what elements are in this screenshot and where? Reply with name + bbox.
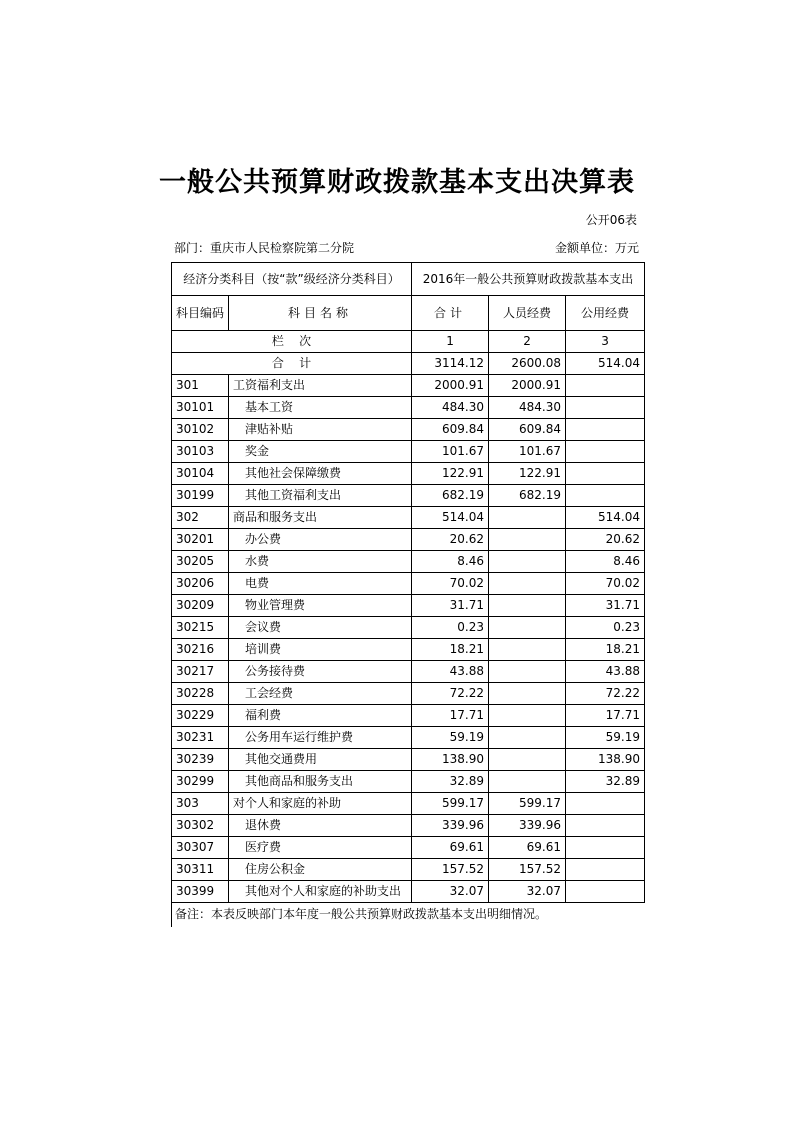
row-public: 8.46 bbox=[566, 551, 645, 573]
row-name: 水费 bbox=[229, 551, 412, 573]
row-code: 30299 bbox=[172, 771, 229, 793]
row-code: 30228 bbox=[172, 683, 229, 705]
row-code: 30104 bbox=[172, 463, 229, 485]
row-name: 办公费 bbox=[229, 529, 412, 551]
table-row bbox=[172, 639, 645, 661]
row-name: 物业管理费 bbox=[229, 595, 412, 617]
row-name: 其他工资福利支出 bbox=[229, 485, 412, 507]
table-row bbox=[172, 661, 645, 683]
row-personnel bbox=[489, 551, 566, 573]
row-code: 30311 bbox=[172, 859, 229, 881]
totals-total: 3114.12 bbox=[412, 353, 489, 375]
table-row bbox=[172, 485, 645, 507]
row-code: 30231 bbox=[172, 727, 229, 749]
row-public: 72.22 bbox=[566, 683, 645, 705]
row-total: 20.62 bbox=[412, 529, 489, 551]
table-row bbox=[172, 551, 645, 573]
row-total: 138.90 bbox=[412, 749, 489, 771]
row-total: 122.91 bbox=[412, 463, 489, 485]
row-personnel bbox=[489, 617, 566, 639]
row-public: 20.62 bbox=[566, 529, 645, 551]
row-name: 其他社会保障缴费 bbox=[229, 463, 412, 485]
table-row bbox=[172, 573, 645, 595]
row-public: 514.04 bbox=[566, 507, 645, 529]
row-name: 奖金 bbox=[229, 441, 412, 463]
row-name: 会议费 bbox=[229, 617, 412, 639]
row-personnel: 609.84 bbox=[489, 419, 566, 441]
row-code: 30307 bbox=[172, 837, 229, 859]
row-personnel: 101.67 bbox=[489, 441, 566, 463]
row-personnel bbox=[489, 595, 566, 617]
column-number-row bbox=[172, 331, 645, 353]
row-public bbox=[566, 485, 645, 507]
row-code: 30199 bbox=[172, 485, 229, 507]
row-total: 682.19 bbox=[412, 485, 489, 507]
column-number-2: 2 bbox=[489, 331, 566, 353]
table-row bbox=[172, 507, 645, 529]
row-total: 70.02 bbox=[412, 573, 489, 595]
totals-row bbox=[172, 353, 645, 375]
row-personnel bbox=[489, 639, 566, 661]
row-total: 32.89 bbox=[412, 771, 489, 793]
name-header: 科目名称 bbox=[229, 296, 412, 331]
row-total: 2000.91 bbox=[412, 375, 489, 397]
table-note: 备注：本表反映部门本年度一般公共预算财政拨款基本支出明细情况。 bbox=[175, 907, 548, 921]
row-code: 30209 bbox=[172, 595, 229, 617]
table-row bbox=[172, 397, 645, 419]
table-row bbox=[172, 727, 645, 749]
table-row bbox=[172, 617, 645, 639]
row-code: 30103 bbox=[172, 441, 229, 463]
row-public: 43.88 bbox=[566, 661, 645, 683]
row-name: 商品和服务支出 bbox=[229, 507, 412, 529]
row-personnel bbox=[489, 683, 566, 705]
row-code: 30102 bbox=[172, 419, 229, 441]
table-row bbox=[172, 793, 645, 815]
row-code: 30101 bbox=[172, 397, 229, 419]
row-total: 17.71 bbox=[412, 705, 489, 727]
table-row bbox=[172, 749, 645, 771]
row-code: 30201 bbox=[172, 529, 229, 551]
table-row bbox=[172, 815, 645, 837]
row-personnel bbox=[489, 529, 566, 551]
table-row bbox=[172, 419, 645, 441]
row-public: 17.71 bbox=[566, 705, 645, 727]
row-total: 69.61 bbox=[412, 837, 489, 859]
row-name: 其他对个人和家庭的补助支出 bbox=[229, 881, 412, 903]
row-personnel bbox=[489, 749, 566, 771]
totals-public: 514.04 bbox=[566, 353, 645, 375]
row-name: 医疗费 bbox=[229, 837, 412, 859]
row-public: 70.02 bbox=[566, 573, 645, 595]
row-name: 退休费 bbox=[229, 815, 412, 837]
row-total: 72.22 bbox=[412, 683, 489, 705]
row-total: 31.71 bbox=[412, 595, 489, 617]
row-code: 30217 bbox=[172, 661, 229, 683]
row-personnel bbox=[489, 507, 566, 529]
page-title: 一般公共预算财政拨款基本支出决算表 bbox=[159, 167, 635, 198]
row-name: 培训费 bbox=[229, 639, 412, 661]
code-header: 科目编码 bbox=[172, 296, 229, 331]
table-row bbox=[172, 529, 645, 551]
form-number: 公开06表 bbox=[585, 213, 637, 227]
year-total-header: 2016年一般公共预算财政拨款基本支出 bbox=[412, 263, 645, 296]
row-personnel: 157.52 bbox=[489, 859, 566, 881]
row-code: 30216 bbox=[172, 639, 229, 661]
row-total: 514.04 bbox=[412, 507, 489, 529]
row-code: 30215 bbox=[172, 617, 229, 639]
table-row bbox=[172, 837, 645, 859]
row-code: 302 bbox=[172, 507, 229, 529]
row-public bbox=[566, 881, 645, 903]
row-total: 32.07 bbox=[412, 881, 489, 903]
row-name: 公务接待费 bbox=[229, 661, 412, 683]
column-number-label: 栏 次 bbox=[172, 331, 412, 353]
row-code: 301 bbox=[172, 375, 229, 397]
row-personnel: 599.17 bbox=[489, 793, 566, 815]
row-public: 59.19 bbox=[566, 727, 645, 749]
row-personnel bbox=[489, 771, 566, 793]
row-code: 30229 bbox=[172, 705, 229, 727]
public-header: 公用经费 bbox=[566, 296, 645, 331]
row-name: 其他商品和服务支出 bbox=[229, 771, 412, 793]
table-header-row-2 bbox=[172, 296, 645, 331]
row-name: 其他交通费用 bbox=[229, 749, 412, 771]
table-row bbox=[172, 705, 645, 727]
row-public bbox=[566, 397, 645, 419]
row-personnel bbox=[489, 661, 566, 683]
row-public: 18.21 bbox=[566, 639, 645, 661]
row-total: 101.67 bbox=[412, 441, 489, 463]
amount-unit-label: 金额单位：万元 bbox=[554, 241, 639, 255]
econ-class-header: 经济分类科目（按“款”级经济分类科目） bbox=[172, 263, 412, 296]
row-total: 0.23 bbox=[412, 617, 489, 639]
row-code: 30399 bbox=[172, 881, 229, 903]
row-name: 电费 bbox=[229, 573, 412, 595]
row-code: 30239 bbox=[172, 749, 229, 771]
column-number-1: 1 bbox=[412, 331, 489, 353]
row-code: 30302 bbox=[172, 815, 229, 837]
table-row bbox=[172, 771, 645, 793]
row-name: 住房公积金 bbox=[229, 859, 412, 881]
row-code: 303 bbox=[172, 793, 229, 815]
row-total: 18.21 bbox=[412, 639, 489, 661]
row-personnel bbox=[489, 727, 566, 749]
row-code: 30205 bbox=[172, 551, 229, 573]
row-total: 157.52 bbox=[412, 859, 489, 881]
row-public bbox=[566, 419, 645, 441]
row-name: 津贴补贴 bbox=[229, 419, 412, 441]
expenditure-table bbox=[171, 262, 645, 903]
table-row bbox=[172, 859, 645, 881]
table-row bbox=[172, 881, 645, 903]
row-personnel bbox=[489, 705, 566, 727]
row-public: 31.71 bbox=[566, 595, 645, 617]
row-name: 基本工资 bbox=[229, 397, 412, 419]
personnel-header: 人员经费 bbox=[489, 296, 566, 331]
table-row bbox=[172, 595, 645, 617]
table-row bbox=[172, 375, 645, 397]
row-personnel: 69.61 bbox=[489, 837, 566, 859]
totals-label: 合 计 bbox=[172, 353, 412, 375]
row-public bbox=[566, 859, 645, 881]
row-public bbox=[566, 837, 645, 859]
row-public bbox=[566, 815, 645, 837]
table-row bbox=[172, 683, 645, 705]
row-total: 484.30 bbox=[412, 397, 489, 419]
row-public bbox=[566, 793, 645, 815]
row-name: 福利费 bbox=[229, 705, 412, 727]
row-personnel: 32.07 bbox=[489, 881, 566, 903]
row-public bbox=[566, 375, 645, 397]
row-personnel: 122.91 bbox=[489, 463, 566, 485]
row-public: 32.89 bbox=[566, 771, 645, 793]
row-name: 工会经费 bbox=[229, 683, 412, 705]
column-number-3: 3 bbox=[566, 331, 645, 353]
table-header-row-1 bbox=[172, 263, 645, 296]
row-total: 609.84 bbox=[412, 419, 489, 441]
row-total: 339.96 bbox=[412, 815, 489, 837]
row-total: 8.46 bbox=[412, 551, 489, 573]
row-code: 30206 bbox=[172, 573, 229, 595]
row-personnel: 484.30 bbox=[489, 397, 566, 419]
row-total: 59.19 bbox=[412, 727, 489, 749]
table-row bbox=[172, 441, 645, 463]
row-personnel bbox=[489, 573, 566, 595]
totals-personnel: 2600.08 bbox=[489, 353, 566, 375]
row-personnel: 2000.91 bbox=[489, 375, 566, 397]
row-name: 工资福利支出 bbox=[229, 375, 412, 397]
row-public: 0.23 bbox=[566, 617, 645, 639]
row-personnel: 339.96 bbox=[489, 815, 566, 837]
note-left-border bbox=[171, 903, 172, 927]
row-total: 599.17 bbox=[412, 793, 489, 815]
total-header: 合计 bbox=[412, 296, 489, 331]
row-total: 43.88 bbox=[412, 661, 489, 683]
row-public bbox=[566, 441, 645, 463]
row-name: 对个人和家庭的补助 bbox=[229, 793, 412, 815]
row-public bbox=[566, 463, 645, 485]
table-row bbox=[172, 463, 645, 485]
row-personnel: 682.19 bbox=[489, 485, 566, 507]
row-name: 公务用车运行维护费 bbox=[229, 727, 412, 749]
row-public: 138.90 bbox=[566, 749, 645, 771]
department-label: 部门：重庆市人民检察院第二分院 bbox=[174, 241, 355, 255]
